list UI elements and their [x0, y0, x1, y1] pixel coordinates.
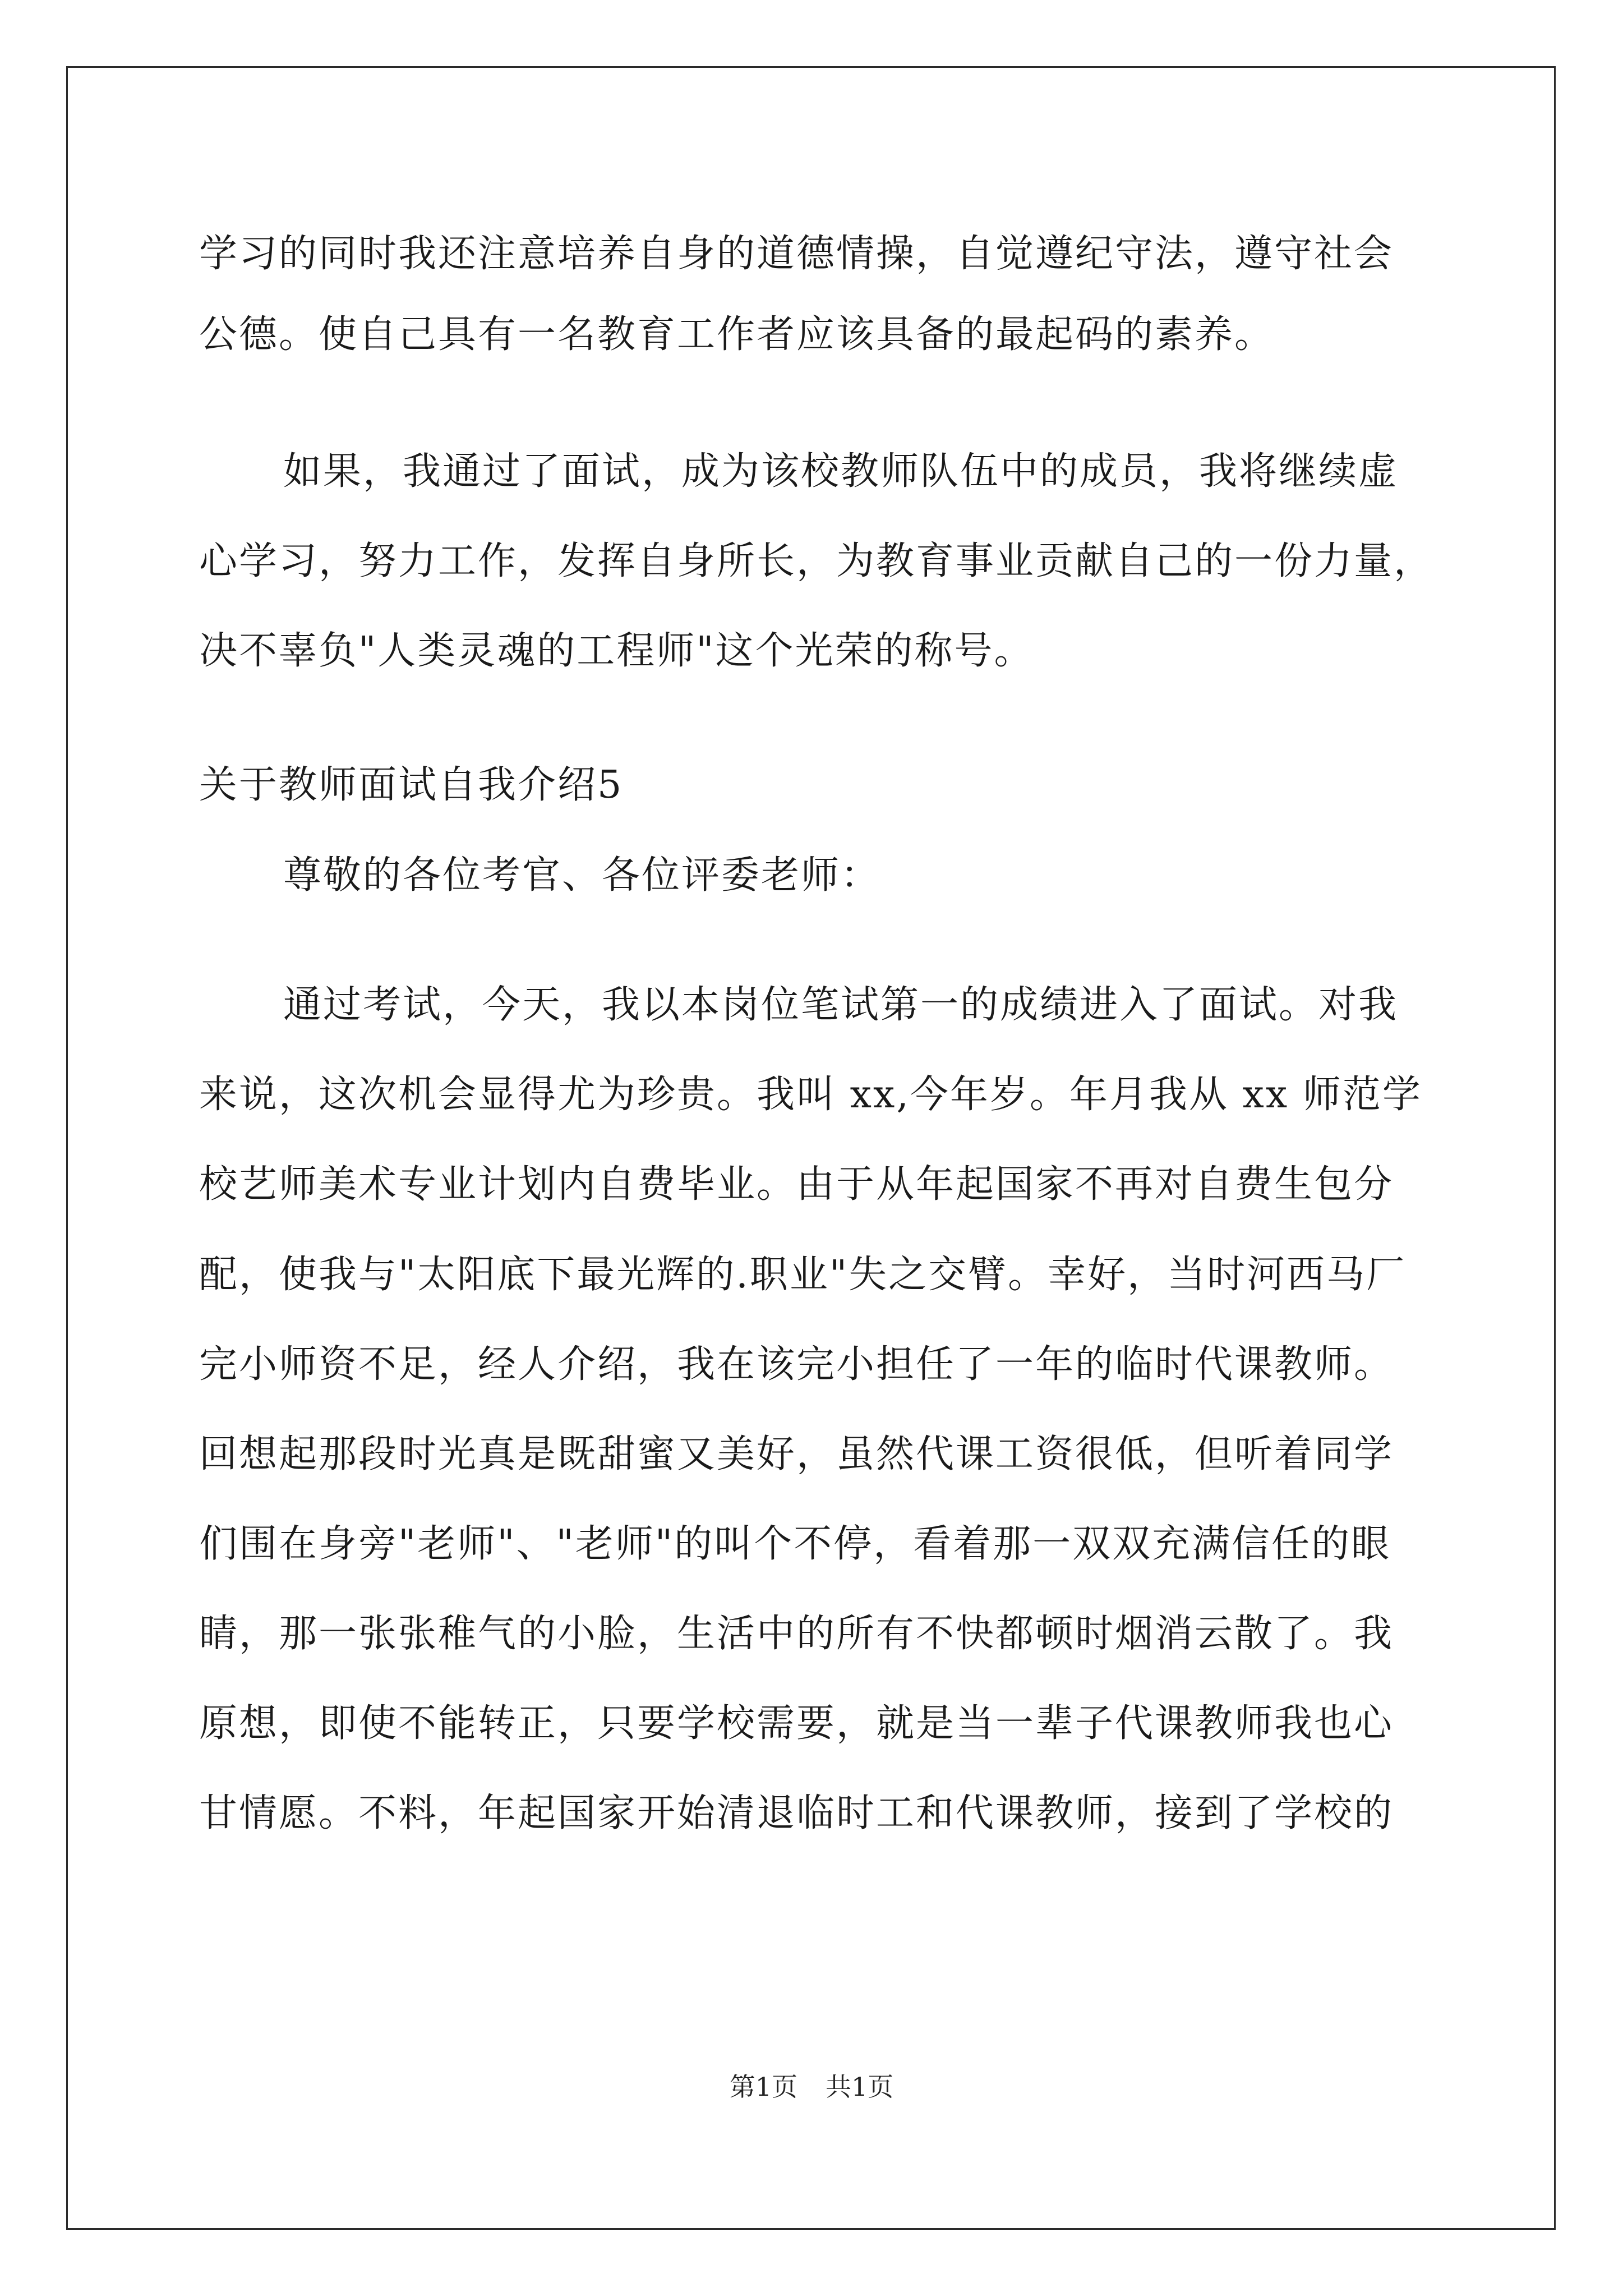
text-line: 如果，我通过了面试，成为该校教师队伍中的成员，我将继续虚: [283, 449, 1399, 494]
text-line: 配，使我与"太阳底下最光辉的.职业"失之交臂。幸好，当时河西马厂: [199, 1253, 1407, 1297]
text-line: 原想，即使不能转正，只要学校需要，就是当一辈子代课教师我也心: [199, 1701, 1394, 1746]
text-line: 来说，这次机会显得尤为珍贵。我叫 xx,今年岁。年月我从 xx 师范学: [199, 1073, 1422, 1117]
text-line: 甘情愿。不料，年起国家开始清退临时工和代课教师，接到了学校的: [199, 1791, 1394, 1835]
text-line: 通过考试，今天，我以本岗位笔试第一的成绩进入了面试。对我: [283, 983, 1399, 1027]
text-line: 心学习，努力工作，发挥自身所长，为教育事业贡献自己的一份力量，: [199, 539, 1434, 583]
page-footer: [0, 2070, 1623, 2104]
text-line: 尊敬的各位考官、各位评委老师：: [283, 853, 881, 898]
section-heading: 关于教师面试自我介绍5: [199, 763, 624, 807]
text-line: 们围在身旁"老师"、"老师"的叫个不停，看着那一双双充满信任的眼: [199, 1522, 1391, 1566]
page-total: 共1页: [826, 2072, 894, 2102]
text-line: 回想起那段时光真是既甜蜜又美好，虽然代课工资很低，但听着同学: [199, 1432, 1394, 1476]
text-line: 睛，那一张张稚气的小脸，生活中的所有不快都顿时烟消云散了。我: [199, 1612, 1394, 1656]
text-line: 完小师资不足，经人介绍，我在该完小担任了一年的临时代课教师。: [199, 1342, 1394, 1387]
text-line: 校艺师美术专业计划内自费毕业。由于从年起国家不再对自费生包分: [199, 1162, 1394, 1207]
page-number: 第1页: [729, 2072, 797, 2102]
page-border: [66, 66, 1556, 2230]
text-line: 公德。使自己具有一名教育工作者应该具备的最起码的素养。: [199, 312, 1275, 357]
text-line: 学习的同时我还注意培养自身的道德情操，自觉遵纪守法，遵守社会: [199, 232, 1394, 276]
text-line: 决不辜负"人类灵魂的工程师"这个光荣的称号。: [199, 629, 1034, 673]
